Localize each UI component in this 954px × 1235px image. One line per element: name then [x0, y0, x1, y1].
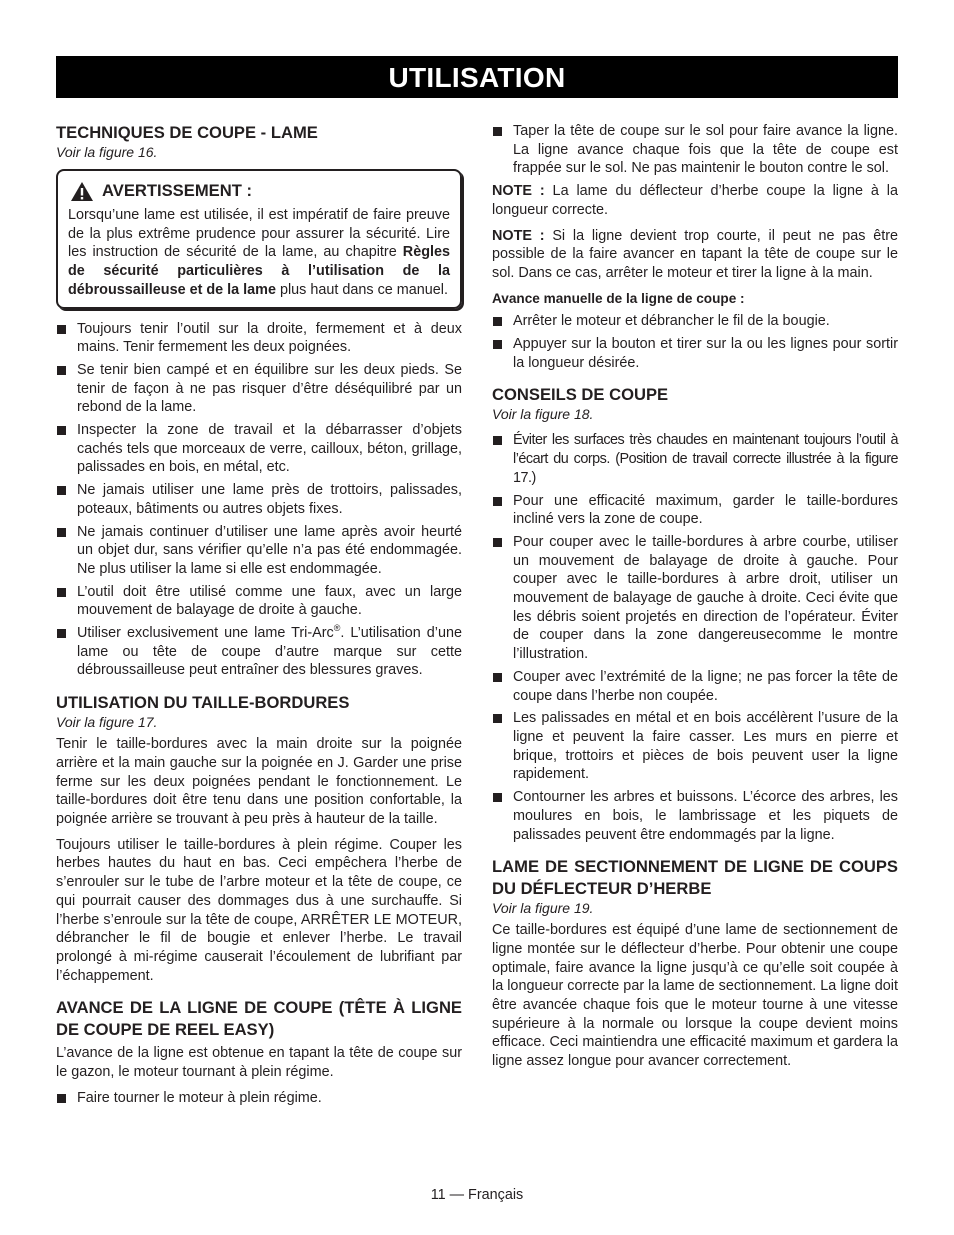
paragraph: Tenir le taille-bordures avec la main droite sur la poignée arrière et la main gauche sur la poignée en J. Garder une prise ferme sur les deux poignées pendant le fonctionnement. Le taille-bordures doit être tenu dans une position confortable, la poignée arrière se trouvant à peu près à hauteur de la taille. [56, 736, 462, 827]
paragraph: Ce taille-bordures est équipé d’une lame de sectionnement de ligne montée sur le déflecteur d’herbe. Pour obtenir une coupe optimale, faire avance la ligne jusqu’à ce qu’elle soit coupée à la longueur correcte par la lame de sectionnement. La ligne doit être avancée chaque fois que le moteur tourne à une vitesse supérieure à la normale ou lorsque la coupe devient moins efficace. Ceci maintiendra une efficacité maximum et gardera la ligne assez longue pour avancer correctement. [492, 922, 898, 1070]
section-title-cutoff-blade: LAME DE SECTIONNEMENT DE LIGNE DE COUPS DU DÉFLECTEUR D’HERBE [492, 857, 898, 899]
note [492, 227, 898, 283]
list-item-text: Utiliser exclusivement une lame Tri-Arc [77, 625, 334, 642]
note-label: NOTE : [492, 227, 545, 244]
list-item: Pour couper avec le taille-bordures à arbre courbe, utiliser un mouvement de balayage de droite à gauche. Pour couper avec le taille-bordures à arbre droit, utiliser un mouvement de balayage de gauche à droite. Ceci évite que les débris soient projetés en direction de l’opérateur. Éviter de couper dans la zone dangereusecomme le montre l’illustration. [492, 533, 898, 664]
figure-ref: Voir la figure 19. [492, 900, 594, 917]
section-title-line-advance: AVANCE DE LA LIGNE DE COUPE (TÊTE À LIGNE DE COUPE DE REEL EASY) [56, 998, 462, 1040]
warning-text-bold: Règles de sécurité particulières à l’utilisation de la débroussailleuse et de la lame [68, 244, 450, 298]
list-item: Faire tourner le moteur à plein régime. [56, 1089, 462, 1108]
right-column [492, 122, 898, 1078]
figure-ref: Voir la figure 18. [492, 406, 594, 423]
list-item: Taper la tête de coupe sur le sol pour faire avance la ligne. La ligne avance chaque fois que la tête de coupe est frappée sur le sol. Ne pas maintenir le bouton contre le sol. [492, 122, 898, 178]
warning-header [68, 180, 450, 202]
warning-text-end: plus haut dans ce manuel. [275, 281, 448, 298]
left-column [56, 122, 462, 1111]
list-item [56, 624, 462, 680]
list-item: Pour une efficacité maximum, garder le taille-bordures incliné vers la zone de coupe. [492, 492, 898, 529]
page-footer: 11 — Français [430, 1187, 524, 1203]
list-item: Toujours tenir l’outil sur la droite, fermement et à deux mains. Tenir fermement les deux poignées. [56, 320, 462, 357]
manual-advance-list [492, 312, 898, 372]
list-item: Les palissades en métal et en bois accélèrent l’usure de la ligne et peuvent la faire casser. Les murs en pierre et brique, trottoirs et pièces de bois peuvent user la ligne rapidement. [492, 709, 898, 784]
note [492, 182, 898, 219]
section-title-blade: TECHNIQUES DE COUPE - LAME [56, 123, 318, 142]
warning-triangle-icon [70, 181, 94, 202]
manual-advance-title: Avance manuelle de la ligne de coupe : [492, 290, 745, 306]
list-item: Ne jamais utiliser une lame près de trottoirs, palissades, poteaux, bâtiments ou autres objets fixes. [56, 481, 462, 518]
warning-text [68, 206, 450, 300]
list-item: Couper avec l’extrémité de la ligne; ne pas forcer la tête de coupe dans l’herbe non coupée. [492, 668, 898, 705]
note-text: Si la ligne devient trop courte, il peut ne pas être possible de la faire avancer en tapant la tête de coupe sur le sol. Dans ce cas, arrêter le moteur et tirer la ligne à la main. [492, 227, 898, 281]
list-item-text: . L’utilisation d’une lame ou tête de coupe d’autre marque sur cette débroussailleuse peut entraîner des blessures graves. [77, 625, 462, 679]
cutting-tips-list [492, 431, 898, 844]
page-banner: UTILISATION [56, 56, 898, 98]
list-item: Arrêter le moteur et débrancher le fil de la bougie. [492, 312, 898, 331]
note-text: La lame du déflecteur d’herbe coupe la ligne à la longueur correcte. [492, 183, 899, 218]
list-item: Appuyer sur la bouton et tirer sur la ou les lignes pour sortir la longueur désirée. [492, 335, 898, 372]
list-item: Ne jamais continuer d’utiliser une lame après avoir heurté un objet dur, sans vérifier qu’elle n’a pas été endommagée. Ne plus utiliser la lame si elle est endommagée. [56, 523, 462, 579]
list-item: Inspecter la zone de travail et la débarrasser d’objets cachés tels que morceaux de verre, cailloux, béton, grillage, palissades en bois, en métal, etc. [56, 421, 462, 477]
note-label: NOTE : [492, 183, 545, 200]
warning-text-part: Lorsqu’une lame est utilisée, il est impératif de faire preuve de la plus extrême prudence pour assurer la sécurité. Lire les instruction de sécurité de la lame, au chapitre [68, 207, 450, 261]
registered-mark: ® [333, 623, 341, 634]
paragraph: L’avance de la ligne est obtenue en tapant la tête de coupe sur le gazon, le moteur tournant à plein régime. [56, 1045, 462, 1081]
blade-tips-list [56, 320, 462, 681]
section-title-tips: CONSEILS DE COUPE [492, 385, 669, 405]
list-item: L’outil doit être utilisé comme une faux, avec un large mouvement de balayage de droite à gauche. [56, 583, 462, 620]
paragraph: Toujours utiliser le taille-bordures à plein régime. Couper les herbes hautes du haut en bas. Ceci empêchera l’herbe de s’enrouler sur le tube de l’arbre moteur et la tête de coupe, ce qui pourrait causer des dommages dus à une surchauffe. Si l’herbe s’enroule sur la tête de coupe, ARRÊTER LE MOTEUR, débrancher le fil de bougie et enlever l’herbe. Le travail prolongé à mi-régime causerait l’écoulement de lubrifiant par l’échappement. [56, 836, 462, 984]
tap-advance-list [492, 122, 898, 178]
warning-box [56, 169, 462, 309]
list-item: Contourner les arbres et buissons. L’écorce des arbres, les moulures en bois, le lambrissage et les piquets de palissades peuvent être endommagés par la ligne. [492, 788, 898, 844]
section-title-trimmer: UTILISATION DU TAILLE-BORDURES [56, 693, 350, 713]
warning-title: AVERTISSEMENT : [102, 181, 252, 200]
figure-ref: Voir la figure 16. [56, 144, 158, 160]
figure-ref: Voir la figure 17. [56, 714, 158, 731]
list-item: Éviter les surfaces très chaudes en maintenant toujours l’outil à l’écart du corps. (Position de travail correcte illustrée à la figure 17.) [492, 431, 898, 487]
list-item: Se tenir bien campé et en équilibre sur les deux pieds. Se tenir de façon à ne pas risquer d’être déséquilibré par un rebond de la lame. [56, 361, 462, 417]
line-advance-list [56, 1089, 462, 1108]
